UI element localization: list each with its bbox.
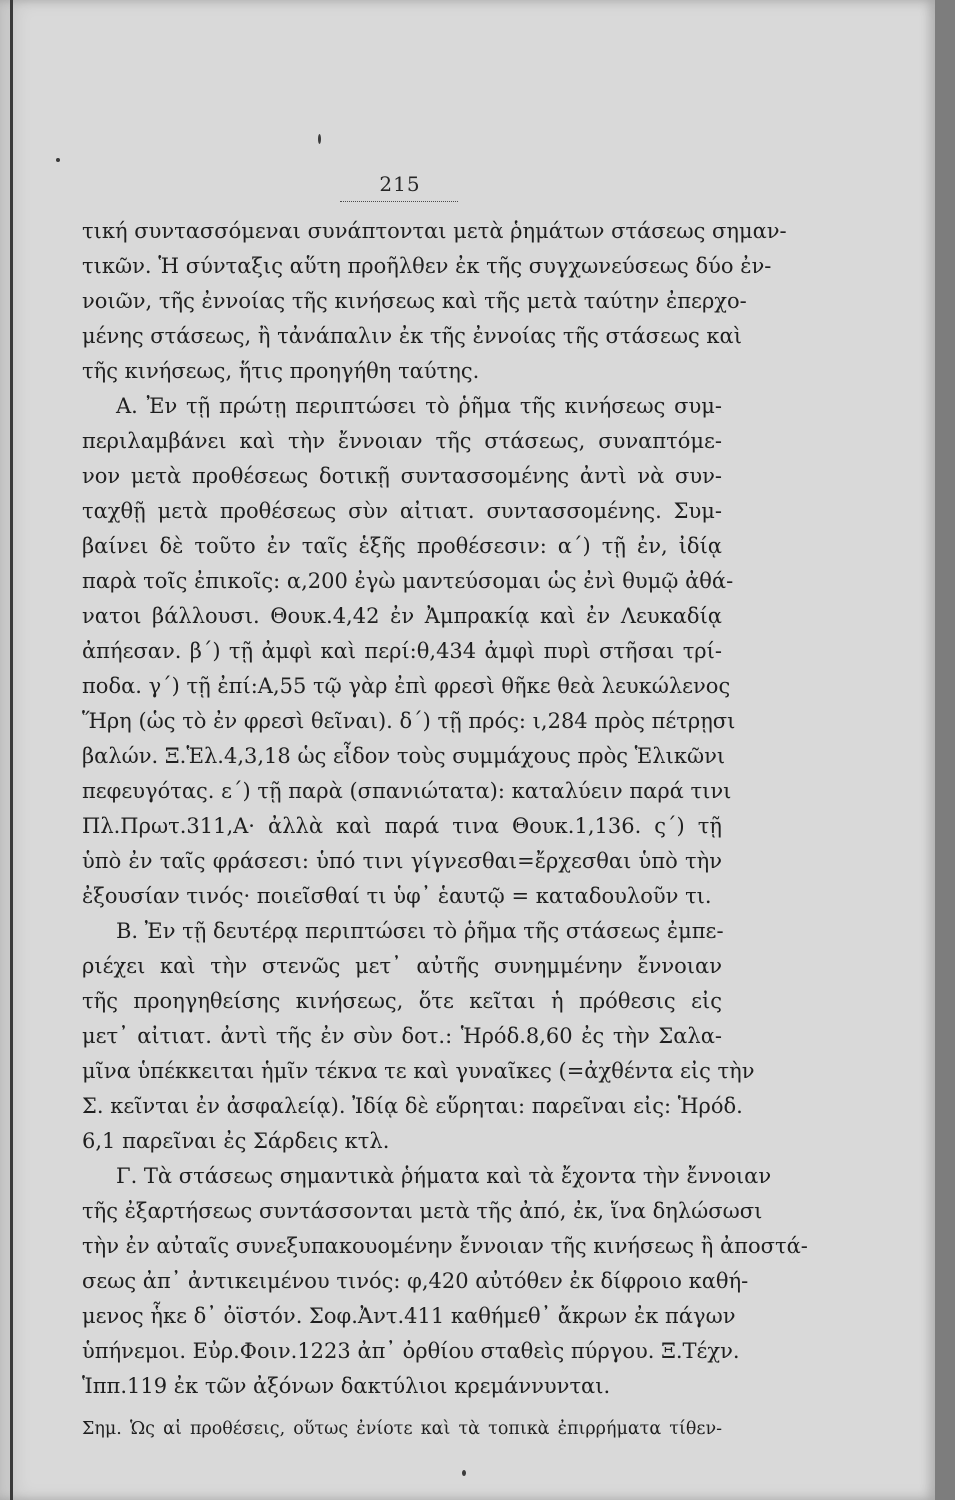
page-left-edge	[10, 0, 13, 1500]
text-line: Ἥρη (ὡς τὸ ἐν φρεσὶ θεῖναι). δ΄) τῇ πρός: ι,284 πρὸς πέτρῃσι	[82, 709, 736, 733]
text-line: παρὰ τοῖς ἐπικοῖς: α,200 ἐγὼ μαντεύσομαι ὡς ἐνὶ θυμῷ ἀθά-	[82, 569, 734, 593]
text-line: νοιῶν, τῆς ἐννοίας τῆς κινήσεως καὶ τῆς μετὰ ταύτην ἐπερχο-	[82, 289, 747, 313]
body-text	[82, 214, 808, 1447]
text-line: ὑπὸ ἐν ταῖς φράσεσι: ὑπό τινι γίγνεσθαι=ἔρχεσθαι ὑπὸ τὴν	[82, 849, 722, 873]
text-line: Σ. κεῖνται ἐν ἀσφαλείᾳ). Ἰδίᾳ δὲ εὕρηται: παρεῖναι εἰς: Ἡρόδ.	[82, 1094, 743, 1118]
text-line: Ἱππ.119 ἐκ τῶν ἀξόνων δακτύλιοι κρεμάννυνται.	[82, 1374, 611, 1398]
text-line: περιλαμβάνει καὶ τὴν ἔννοιαν τῆς στάσεως, συναπτόμε-	[82, 429, 722, 453]
text-line: βαίνει δὲ τοῦτο ἐν ταῖς ἑξῆς προθέσεσιν: α΄) τῇ ἐν, ἰδίᾳ	[82, 534, 722, 558]
page-speck	[56, 158, 60, 162]
text-line: 6,1 παρεῖναι ἐς Σάρδεις κτλ.	[82, 1129, 390, 1153]
text-line: ποδα. γ΄) τῇ ἐπί:Α,55 τῷ γὰρ ἐπὶ φρεσὶ θῆκε θεὰ λευκώλενος	[82, 674, 731, 698]
text-line: νον μετὰ προθέσεως δοτικῇ συντασσομένης ἀντὶ νὰ συν-	[82, 464, 722, 488]
text-line: τὴν ἐν αὐταῖς συνεξυπακουομένην ἔννοιαν τῆς κινήσεως ἢ ἀποστά-	[82, 1234, 808, 1258]
page-speck	[462, 1470, 466, 1476]
text-line: τικῶν. Ἡ σύνταξις αὕτη προῆλθεν ἐκ τῆς συγχωνεύσεως δύο ἐν-	[82, 254, 772, 278]
text-line: πεφευγότας. ε΄) τῇ παρὰ (σπανιώτατα): καταλύειν παρά τινι	[82, 779, 732, 803]
text-line: τῆς ἐξαρτήσεως συντάσσονται μετὰ τῆς ἀπό, ἐκ, ἵνα δηλώσωσι	[82, 1199, 763, 1223]
text-line: μενος ἧκε δ᾽ ὀϊστόν. Σοφ.Ἀντ.411 καθήμεθ᾽ ἄκρων ἐκ πάγων	[82, 1304, 736, 1328]
text-line: μετ᾽ αἰτιατ. ἀντὶ τῆς ἐν σὺν δοτ.: Ἡρόδ.8,60 ἐς τὴν Σαλα-	[82, 1024, 722, 1048]
section-a-heading-line: Α. Ἐν τῇ πρώτῃ περιπτώσει τὸ ῥῆμα τῆς κινήσεως συμ-	[116, 394, 722, 418]
text-line: ριέχει καὶ τὴν στενῶς μετ᾽ αὐτῆς συνημμένην ἔννοιαν	[82, 954, 722, 978]
page-number: 215	[379, 172, 421, 196]
text-line: ταχθῇ μετὰ προθέσεως σὺν αἰτιατ. συντασσομένης. Συμ-	[82, 499, 722, 523]
text-line: μένης στάσεως, ἢ τἀνάπαλιν ἐκ τῆς ἐννοίας τῆς στάσεως καὶ	[82, 324, 742, 348]
text-line: τῆς κινήσεως, ἥτις προηγήθη ταύτης.	[82, 359, 480, 383]
text-line: Πλ.Πρωτ.311,Α· ἀλλὰ καὶ παρά τινα Θουκ.1,136. ς΄) τῇ	[82, 814, 722, 838]
text-line: σεως ἀπ᾽ ἀντικειμένου τινός: φ,420 αὐτόθεν ἐκ δίφροιο καθή-	[82, 1269, 749, 1293]
text-line: ἀπήεσαν. β΄) τῇ ἀμφὶ καὶ περί:θ,434 ἀμφὶ πυρὶ στῆσαι τρί-	[82, 639, 722, 663]
text-line: τῆς προηγηθείσης κινήσεως, ὅτε κεῖται ἡ πρόθεσις εἰς	[82, 989, 722, 1013]
section-c-heading-line: Γ. Τὰ στάσεως σημαντικὰ ῥήματα καὶ τὰ ἔχοντα τὴν ἔννοιαν	[116, 1164, 772, 1188]
section-b-heading-line: Β. Ἐν τῇ δευτέρᾳ περιπτώσει τὸ ῥῆμα τῆς στάσεως ἐμπε-	[116, 919, 724, 943]
text-line: νατοι βάλλουσι. Θουκ.4,42 ἐν Ἀμπρακίᾳ καὶ ἐν Λευκαδίᾳ	[82, 604, 722, 628]
text-line: μῖνα ὑπέκκειται ἡμῖν τέκνα τε καὶ γυναῖκες (=ἀχθέντα εἰς τὴν	[82, 1059, 755, 1083]
text-line: ὑπήνεμοι. Εὐρ.Φοιν.1223 ἀπ᾽ ὀρθίου σταθεὶς πύργου. Ξ.Τέχν.	[82, 1339, 740, 1363]
page-number-rule	[340, 201, 458, 202]
text-line: τική συντασσόμεναι συνάπτονται μετὰ ῥημάτων στάσεως σημαν-	[82, 219, 787, 243]
footnote-line: Σημ. Ὡς αἱ προθέσεις, οὕτως ἐνίοτε καὶ τὰ τοπικὰ ἐπιρρήματα τίθεν-	[82, 1419, 722, 1439]
text-line: βαλών. Ξ.Ἑλ.4,3,18 ὡς εἶδον τοὺς συμμάχους πρὸς Ἑλικῶνι	[82, 744, 726, 768]
text-line: ἐξουσίαν τινός· ποιεῖσθαί τι ὑφ᾽ ἑαυτῷ = καταδουλοῦν τι.	[82, 884, 712, 908]
page-speck	[318, 134, 321, 144]
